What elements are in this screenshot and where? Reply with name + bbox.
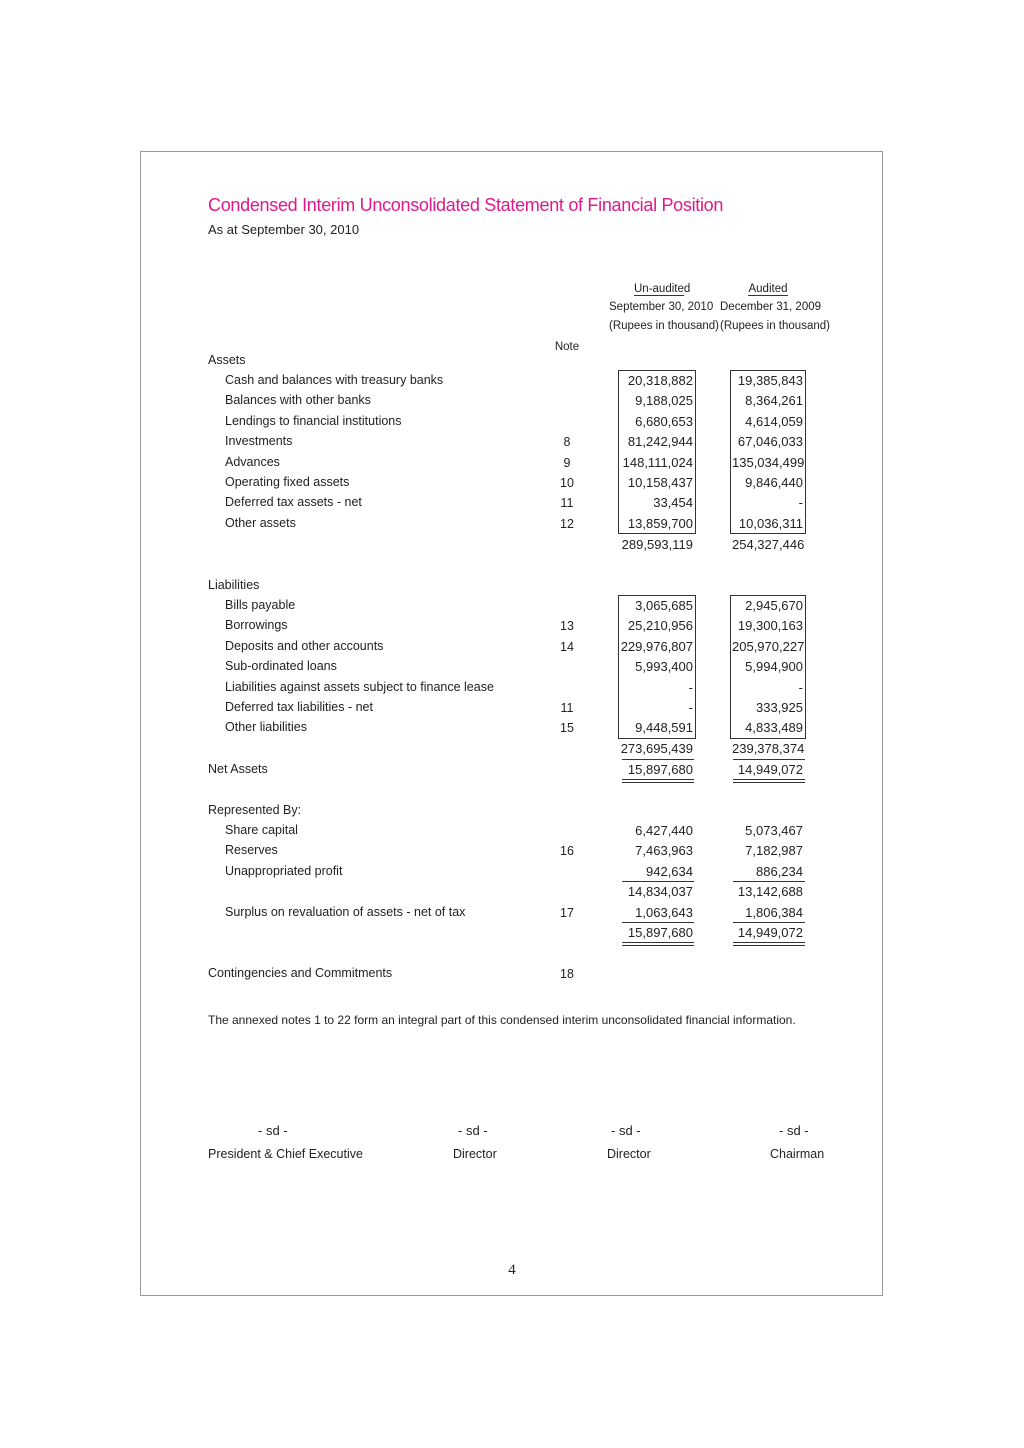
- liability-row: [0, 657, 1024, 677]
- line-item-value-col1: 9,448,591: [635, 720, 693, 736]
- liability-row: [0, 596, 1024, 616]
- signature-sd-4: - sd -: [779, 1123, 809, 1138]
- line-item-note: 13: [560, 619, 574, 634]
- liabilities-total-row: [0, 739, 1024, 759]
- page-number: 4: [508, 1262, 516, 1278]
- liability-row: [0, 616, 1024, 636]
- contingencies-row: [0, 964, 1024, 984]
- net-assets-double-rule-2a: [733, 779, 805, 780]
- net-assets-double-rule-2b: [733, 782, 805, 783]
- line-item-value-col2: 135,034,499: [732, 454, 805, 470]
- net-assets-top-rule-1: [622, 759, 694, 760]
- line-item-value-col1: 229,976,807: [620, 638, 693, 654]
- represented-total-row: [0, 923, 1024, 943]
- signature-title-chairman: Chairman: [770, 1147, 825, 1161]
- signature-title-director-2: Director: [607, 1147, 651, 1161]
- line-item-value-col1: 9,188,025: [635, 393, 693, 409]
- liability-row: [0, 678, 1024, 698]
- represented-total-col1: 15,897,680: [627, 925, 693, 940]
- equity-row: [0, 841, 1024, 861]
- line-item-value-col1: 81,242,944: [627, 434, 693, 450]
- line-item-value-col1: 25,210,956: [627, 618, 693, 634]
- line-item-label: Deferred tax assets - net: [225, 495, 362, 510]
- section-heading-liabilities: Liabilities: [208, 578, 260, 592]
- surplus-col1: 1,063,643: [635, 905, 693, 920]
- asset-row: [0, 432, 1024, 452]
- liabilities-total-col1: 273,695,439: [620, 741, 693, 756]
- represented-subtotal-col2: 13,142,688: [737, 884, 803, 899]
- line-item-label: Deferred tax liabilities - net: [225, 700, 373, 714]
- line-item-value-col1: 148,111,024: [622, 454, 693, 470]
- represented-total-col2: 14,949,072: [737, 925, 803, 940]
- line-item-value-col2: 19,385,843: [737, 373, 803, 388]
- line-item-label: Cash and balances with treasury banks: [225, 373, 444, 387]
- liabilities-heading-row: [0, 576, 1024, 596]
- asset-row: [0, 453, 1024, 473]
- liability-row: [0, 637, 1024, 657]
- line-item-note: 8: [563, 435, 571, 450]
- line-item-label: Sub-ordinated loans: [225, 659, 337, 674]
- section-heading-represented-by: Represented By:: [208, 803, 302, 817]
- line-item-value-col2: 7,182,987: [745, 843, 803, 859]
- assets-total-col1: 289,593,119: [621, 537, 693, 552]
- col1-status: Un-audited: [634, 283, 691, 295]
- note-header: Note: [554, 341, 580, 353]
- net-assets-double-rule-1b: [622, 782, 694, 783]
- line-item-note: 11: [560, 701, 574, 715]
- col2-date: December 31, 2009: [720, 301, 822, 313]
- equity-row: [0, 821, 1024, 841]
- assets-total-col2: 254,327,446: [732, 537, 805, 552]
- line-item-value-col2: 5,994,900: [745, 659, 803, 675]
- net-assets-row: [0, 760, 1024, 780]
- line-item-value-col1: 33,454: [653, 495, 693, 511]
- surplus-row: [0, 903, 1024, 923]
- line-item-label: Investments: [225, 434, 293, 449]
- line-item-note: 9: [563, 455, 571, 470]
- line-item-label: Advances: [225, 454, 280, 469]
- col2-unit: (Rupees in thousand): [720, 320, 830, 332]
- surplus-label: Surplus on revaluation of assets - net of tax: [225, 905, 466, 919]
- liability-row: [0, 718, 1024, 738]
- contingencies-note: 18: [560, 967, 574, 981]
- line-item-label: Operating fixed assets: [225, 475, 350, 489]
- total-double-rule-1a: [622, 942, 694, 943]
- net-assets-col1: 15,897,680: [627, 762, 693, 777]
- line-item-value-col2: 10,036,311: [738, 515, 803, 531]
- col1-unit: (Rupees in thousand): [609, 320, 719, 332]
- signature-title-president: President & Chief Executive: [208, 1147, 363, 1161]
- signature-sd-2: - sd -: [458, 1123, 488, 1138]
- line-item-value-col1: -: [688, 700, 693, 715]
- section-heading-assets: Assets: [208, 353, 246, 367]
- annexed-notes-footnote: The annexed notes 1 to 22 form an integral part of this condensed interim unconsolidated financial information.: [208, 1013, 796, 1027]
- line-item-value-col2: 4,614,059: [745, 413, 803, 429]
- line-item-label: Share capital: [225, 823, 298, 837]
- line-item-value-col1: 10,158,437: [627, 475, 693, 490]
- line-item-value-col2: 9,846,440: [745, 475, 803, 490]
- represented-subtotal-col1: 14,834,037: [627, 884, 693, 899]
- line-item-value-col2: 4,833,489: [745, 720, 803, 736]
- line-item-value-col1: 3,065,685: [635, 598, 693, 613]
- surplus-col2: 1,806,384: [745, 905, 803, 920]
- statement-subtitle: As at September 30, 2010: [208, 222, 360, 237]
- asset-row: [0, 473, 1024, 493]
- liabilities-total-col2: 239,378,374: [732, 741, 805, 756]
- contingencies-label: Contingencies and Commitments: [208, 966, 393, 980]
- asset-row: [0, 493, 1024, 513]
- liability-row: [0, 698, 1024, 718]
- line-item-label: Balances with other banks: [225, 393, 371, 408]
- signature-title-director-1: Director: [453, 1147, 497, 1161]
- equity-row: [0, 862, 1024, 882]
- line-item-value-col2: 67,046,033: [737, 434, 803, 450]
- col2-status: Audited: [748, 283, 788, 295]
- line-item-value-col2: 19,300,163: [737, 618, 803, 634]
- line-item-label: Liabilities against assets subject to finance lease: [225, 679, 494, 694]
- line-item-value-col2: 205,970,227: [732, 638, 805, 654]
- surplus-note: 17: [560, 906, 574, 920]
- total-double-rule-1b: [622, 945, 694, 946]
- line-item-label: Other liabilities: [225, 720, 307, 735]
- col1-date: September 30, 2010: [609, 301, 714, 313]
- line-item-note: 10: [560, 476, 574, 490]
- line-item-value-col1: 5,993,400: [635, 659, 693, 675]
- signature-sd-1: - sd -: [258, 1123, 288, 1138]
- asset-row: [0, 371, 1024, 391]
- line-item-value-col2: 886,234: [756, 863, 803, 879]
- line-item-value-col2: -: [798, 495, 803, 511]
- line-item-note: 12: [560, 516, 574, 531]
- line-item-value-col1: -: [688, 679, 693, 695]
- line-item-value-col1: 6,680,653: [635, 413, 693, 429]
- line-item-value-col1: 13,859,700: [627, 515, 693, 531]
- line-item-note: 16: [560, 844, 574, 859]
- line-item-label: Lendings to financial institutions: [225, 413, 402, 428]
- line-item-value-col1: 7,463,963: [635, 843, 693, 859]
- total-double-rule-2a: [733, 942, 805, 943]
- line-item-label: Deposits and other accounts: [225, 638, 384, 653]
- line-item-value-col2: 5,073,467: [745, 823, 803, 838]
- total-double-rule-2b: [733, 945, 805, 946]
- line-item-label: Reserves: [225, 843, 278, 858]
- line-item-label: Bills payable: [225, 598, 296, 612]
- asset-row: [0, 412, 1024, 432]
- line-item-value-col2: 333,925: [756, 700, 803, 715]
- line-item-note: 11: [560, 496, 574, 511]
- line-item-label: Borrowings: [225, 618, 288, 633]
- net-assets-label: Net Assets: [208, 762, 268, 776]
- net-assets-col2: 14,949,072: [737, 762, 803, 777]
- line-item-label: Other assets: [225, 515, 296, 530]
- represented-subtotal-row: [0, 882, 1024, 902]
- line-item-note: 14: [560, 639, 574, 654]
- assets-total-row: [0, 535, 1024, 555]
- asset-row: [0, 514, 1024, 534]
- line-item-value-col2: 2,945,670: [745, 598, 803, 613]
- line-item-value-col2: 8,364,261: [745, 393, 803, 409]
- line-item-value-col1: 20,318,882: [627, 373, 693, 388]
- represented-by-heading-row: [0, 801, 1024, 821]
- asset-row: [0, 391, 1024, 411]
- net-assets-double-rule-1a: [622, 779, 694, 780]
- line-item-label: Unappropriated profit: [225, 863, 343, 878]
- assets-heading-row: [0, 351, 1024, 371]
- line-item-value-col2: -: [798, 679, 803, 695]
- line-item-value-col1: 6,427,440: [635, 823, 693, 838]
- line-item-note: 15: [560, 721, 574, 736]
- line-item-value-col1: 942,634: [646, 863, 693, 879]
- statement-title: Condensed Interim Unconsolidated Statement of Financial Position: [208, 195, 724, 215]
- signature-sd-3: - sd -: [611, 1123, 641, 1138]
- net-assets-top-rule-2: [733, 759, 805, 760]
